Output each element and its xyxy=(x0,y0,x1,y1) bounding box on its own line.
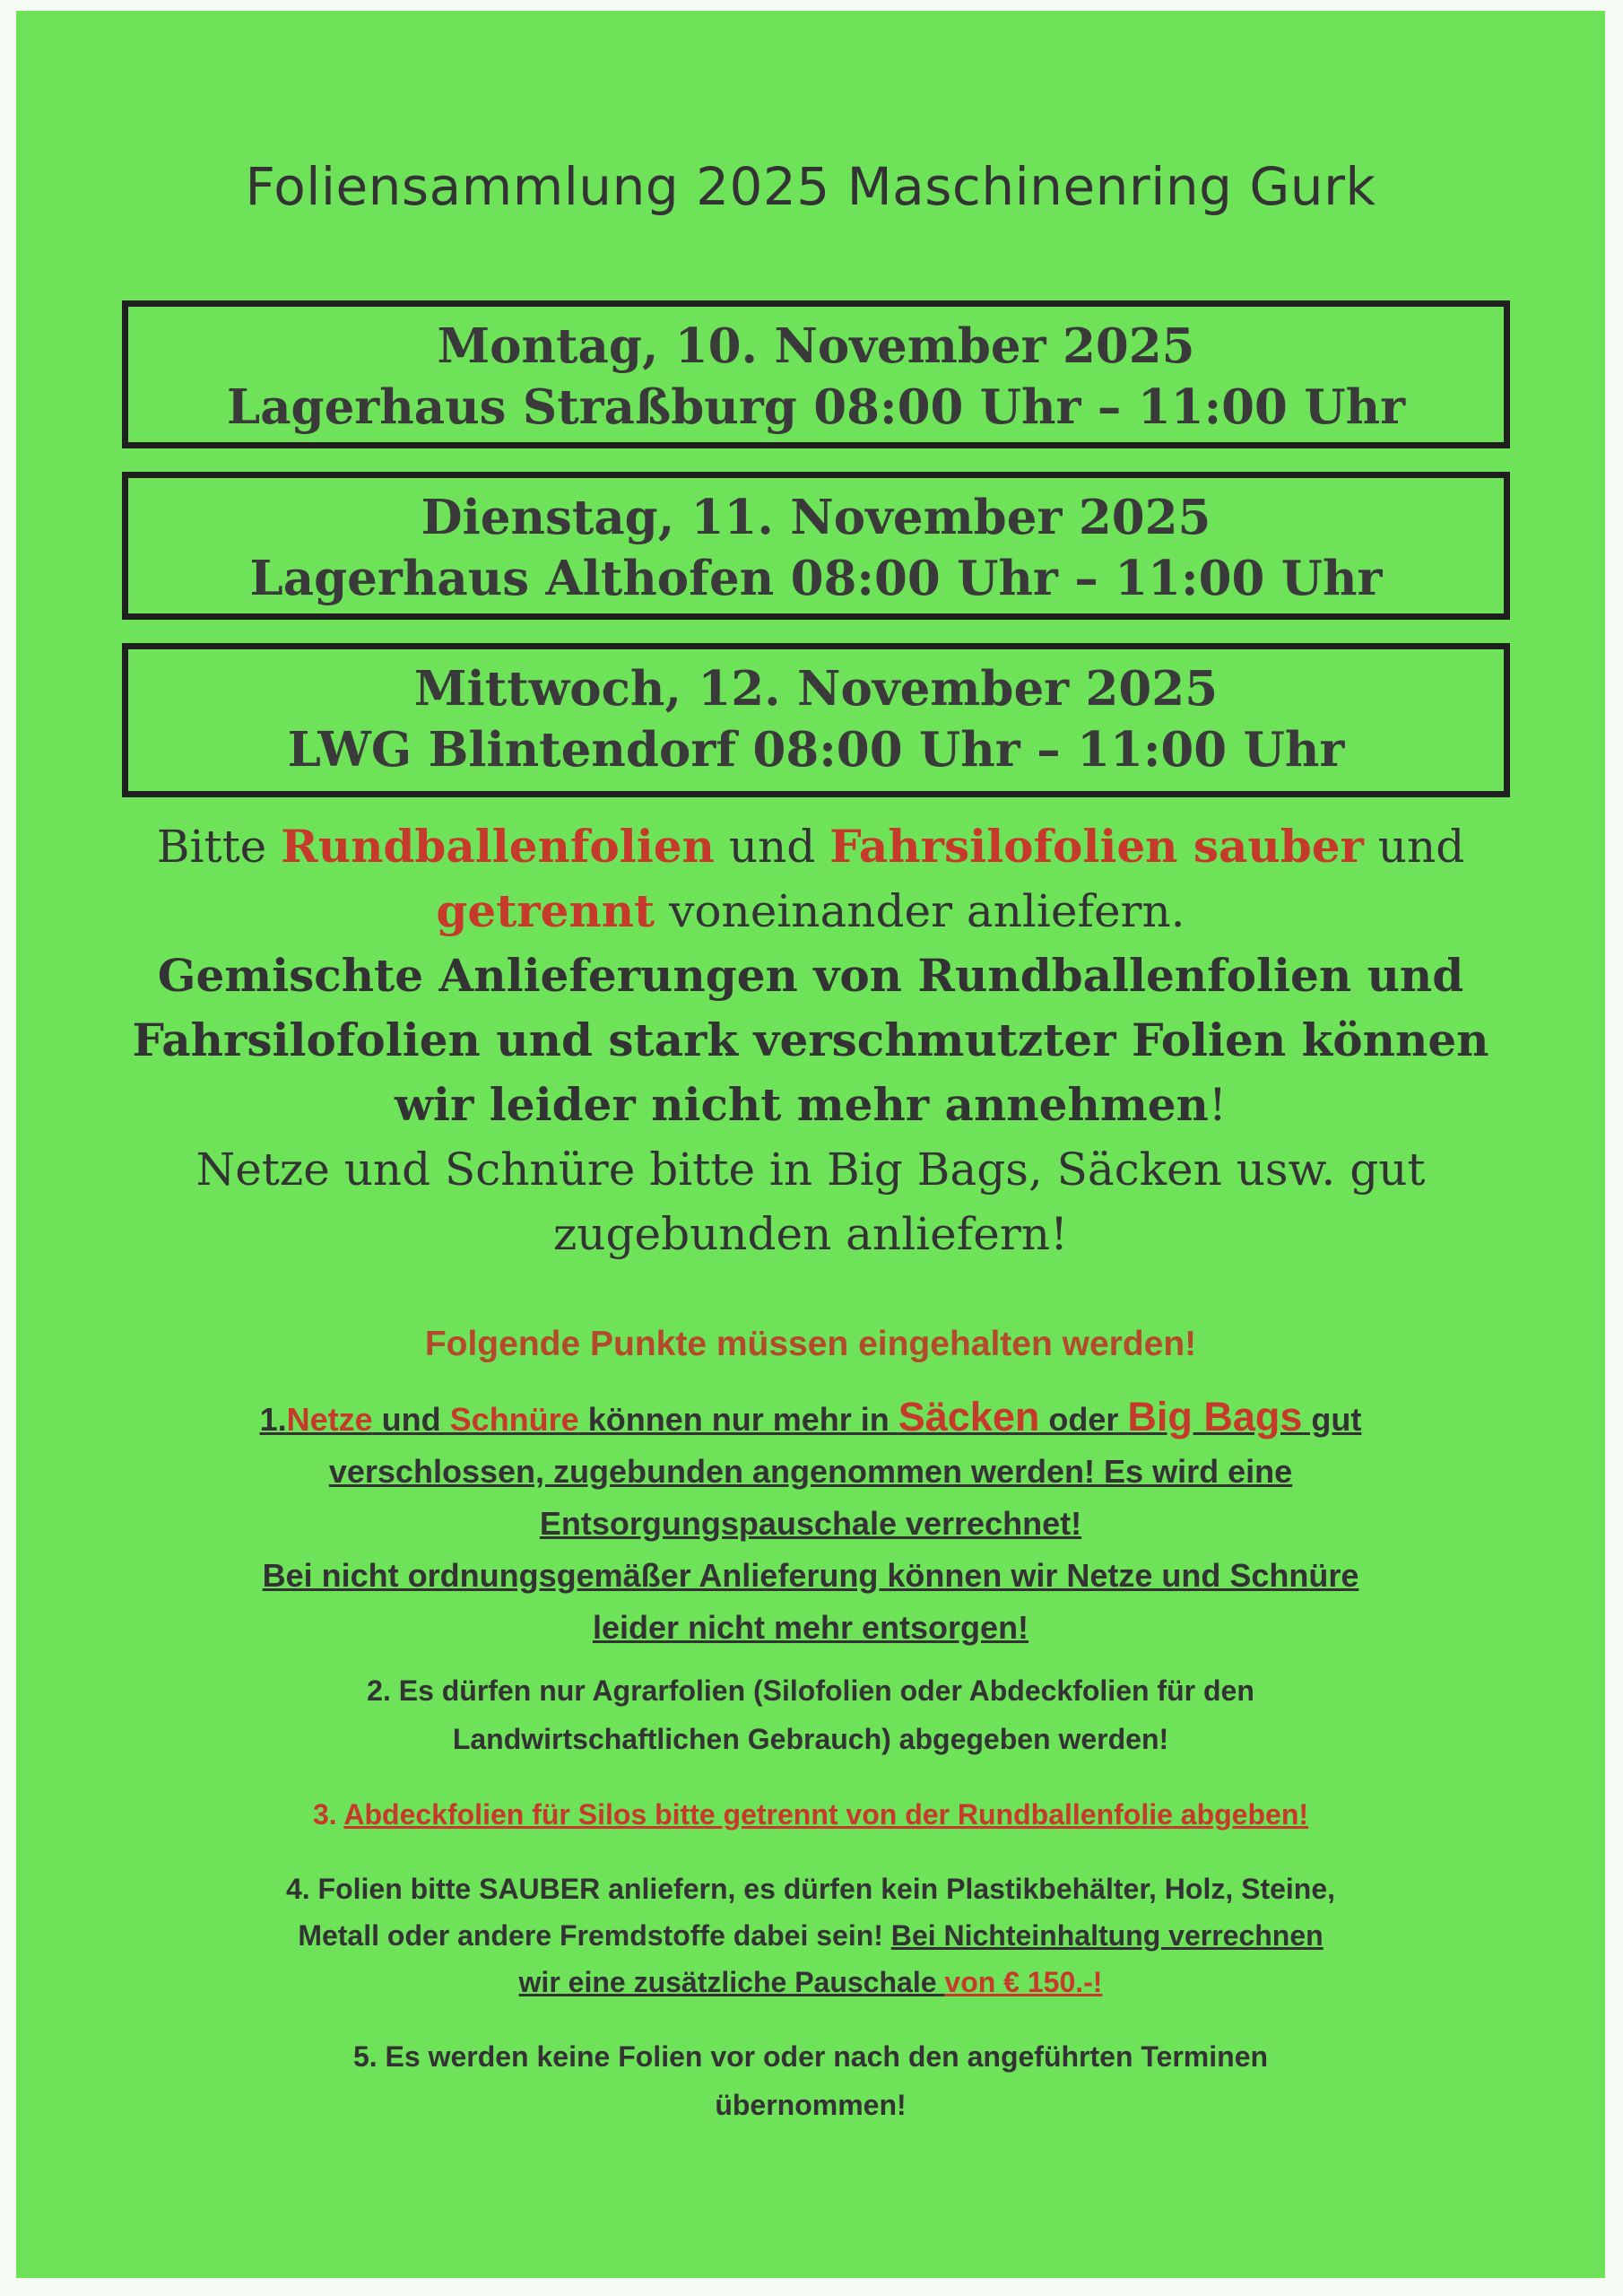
text: Bei Nichteinhaltung verrechnen xyxy=(890,1919,1324,1952)
rule-3 xyxy=(52,1790,1569,1839)
date-day: Montag, 10. November 2025 xyxy=(437,318,1195,374)
date-location: LWG Blintendorf 08:00 Uhr – 11:00 Uhr xyxy=(287,722,1345,778)
rule-4-line-2 xyxy=(52,1912,1569,1959)
text: und xyxy=(714,821,830,873)
text: 1. xyxy=(259,1401,287,1438)
highlight-netze: Netze xyxy=(286,1401,373,1438)
page-title: Foliensammlung 2025 Maschinenring Gurk xyxy=(245,156,1376,217)
date-location: Lagerhaus Straßburg 08:00 Uhr – 11:00 Uhr xyxy=(226,379,1406,435)
nets-line-2: zugebunden anliefern! xyxy=(552,1208,1069,1260)
date-location: Lagerhaus Althofen 08:00 Uhr – 11:00 Uhr xyxy=(249,551,1383,606)
text: oder xyxy=(1039,1401,1128,1438)
text: wir eine zusätzliche Pauschale xyxy=(518,1966,945,1998)
rule-3-text: Abdeckfolien für Silos bitte getrennt von der Rundballenfolie abgeben! xyxy=(343,1798,1309,1831)
warning-line-1: Gemischte Anlieferungen von Rundballenfolien und xyxy=(157,949,1464,1002)
highlight-fee: von € 150.-! xyxy=(944,1966,1103,1998)
rule-4-line-1: 4. Folien bitte SAUBER anliefern, es dürfen kein Plastikbehälter, Holz, Steine, xyxy=(285,1873,1336,1905)
instruction-line-2 xyxy=(70,879,1551,944)
highlight-getrennt: getrennt xyxy=(436,884,655,937)
text: und xyxy=(372,1401,450,1438)
rule-1-line-5: leider nicht mehr entsorgen! xyxy=(592,1609,1029,1646)
rules-block xyxy=(52,1325,1569,2129)
rule-4-line-3 xyxy=(52,1959,1569,2005)
rule-4 xyxy=(52,1866,1569,2005)
text: Bitte xyxy=(156,821,282,873)
highlight-rundballenfolien: Rundballenfolien xyxy=(281,820,715,873)
warning-line-2: Fahrsilofolien und stark verschmutzter Folien können xyxy=(132,1013,1489,1066)
text: Metall oder andere Fremdstoffe dabei sein! xyxy=(298,1919,891,1952)
date-box-wednesday xyxy=(122,643,1510,797)
rule-2-line-1: 2. Es dürfen nur Agrarfolien (Silofolien oder Abdeckfolien für den xyxy=(367,1674,1254,1707)
text: und xyxy=(1363,821,1465,873)
highlight-schnuere: Schnüre xyxy=(449,1401,579,1438)
rule-5-line-1: 5. Es werden keine Folien vor oder nach den angeführten Terminen xyxy=(352,2040,1269,2073)
date-box-tuesday xyxy=(122,472,1510,620)
instructions-block xyxy=(70,814,1551,1266)
text: wir leider nicht mehr annehmen xyxy=(394,1078,1209,1131)
instruction-line-1 xyxy=(70,814,1551,879)
rule-1-line-4: Bei nicht ordnungsgemäßer Anlieferung können wir Netze und Schnüre xyxy=(262,1557,1359,1594)
text: können nur mehr in xyxy=(578,1401,898,1438)
rule-1 xyxy=(52,1391,1569,1654)
text: voneinander anliefern. xyxy=(655,885,1185,937)
text: ! xyxy=(1208,1079,1227,1131)
rule-1-line-1 xyxy=(52,1391,1569,1446)
highlight-saecken: Säcken xyxy=(898,1394,1040,1439)
date-day: Dienstag, 11. November 2025 xyxy=(421,490,1211,545)
rule-1-line-3: Entsorgungspauschale verrechnet! xyxy=(539,1505,1082,1542)
highlight-fahrsilofolien: Fahrsilofolien sauber xyxy=(829,820,1364,873)
rule-1-line-2: verschlossen, zugebunden angenommen werden! Es wird eine xyxy=(328,1453,1293,1490)
rule-2 xyxy=(52,1666,1569,1763)
rule-2-line-2: Landwirtschaftlichen Gebrauch) abgegeben werden! xyxy=(452,1723,1169,1755)
warning-line-3 xyxy=(70,1073,1551,1137)
date-box-monday xyxy=(122,300,1510,448)
rule-5 xyxy=(52,2032,1569,2129)
highlight-big-bags: Big Bags xyxy=(1127,1394,1303,1439)
nets-line-1: Netze und Schnüre bitte in Big Bags, Säcken usw. gut xyxy=(195,1144,1426,1196)
flyer-sheet xyxy=(16,11,1605,2278)
rules-heading: Folgende Punkte müssen eingehalten werden! xyxy=(424,1325,1197,1363)
text: gut xyxy=(1302,1401,1362,1438)
date-day: Mittwoch, 12. November 2025 xyxy=(413,661,1219,717)
text: 3. xyxy=(312,1798,344,1831)
rule-5-line-2: übernommen! xyxy=(715,2089,907,2121)
